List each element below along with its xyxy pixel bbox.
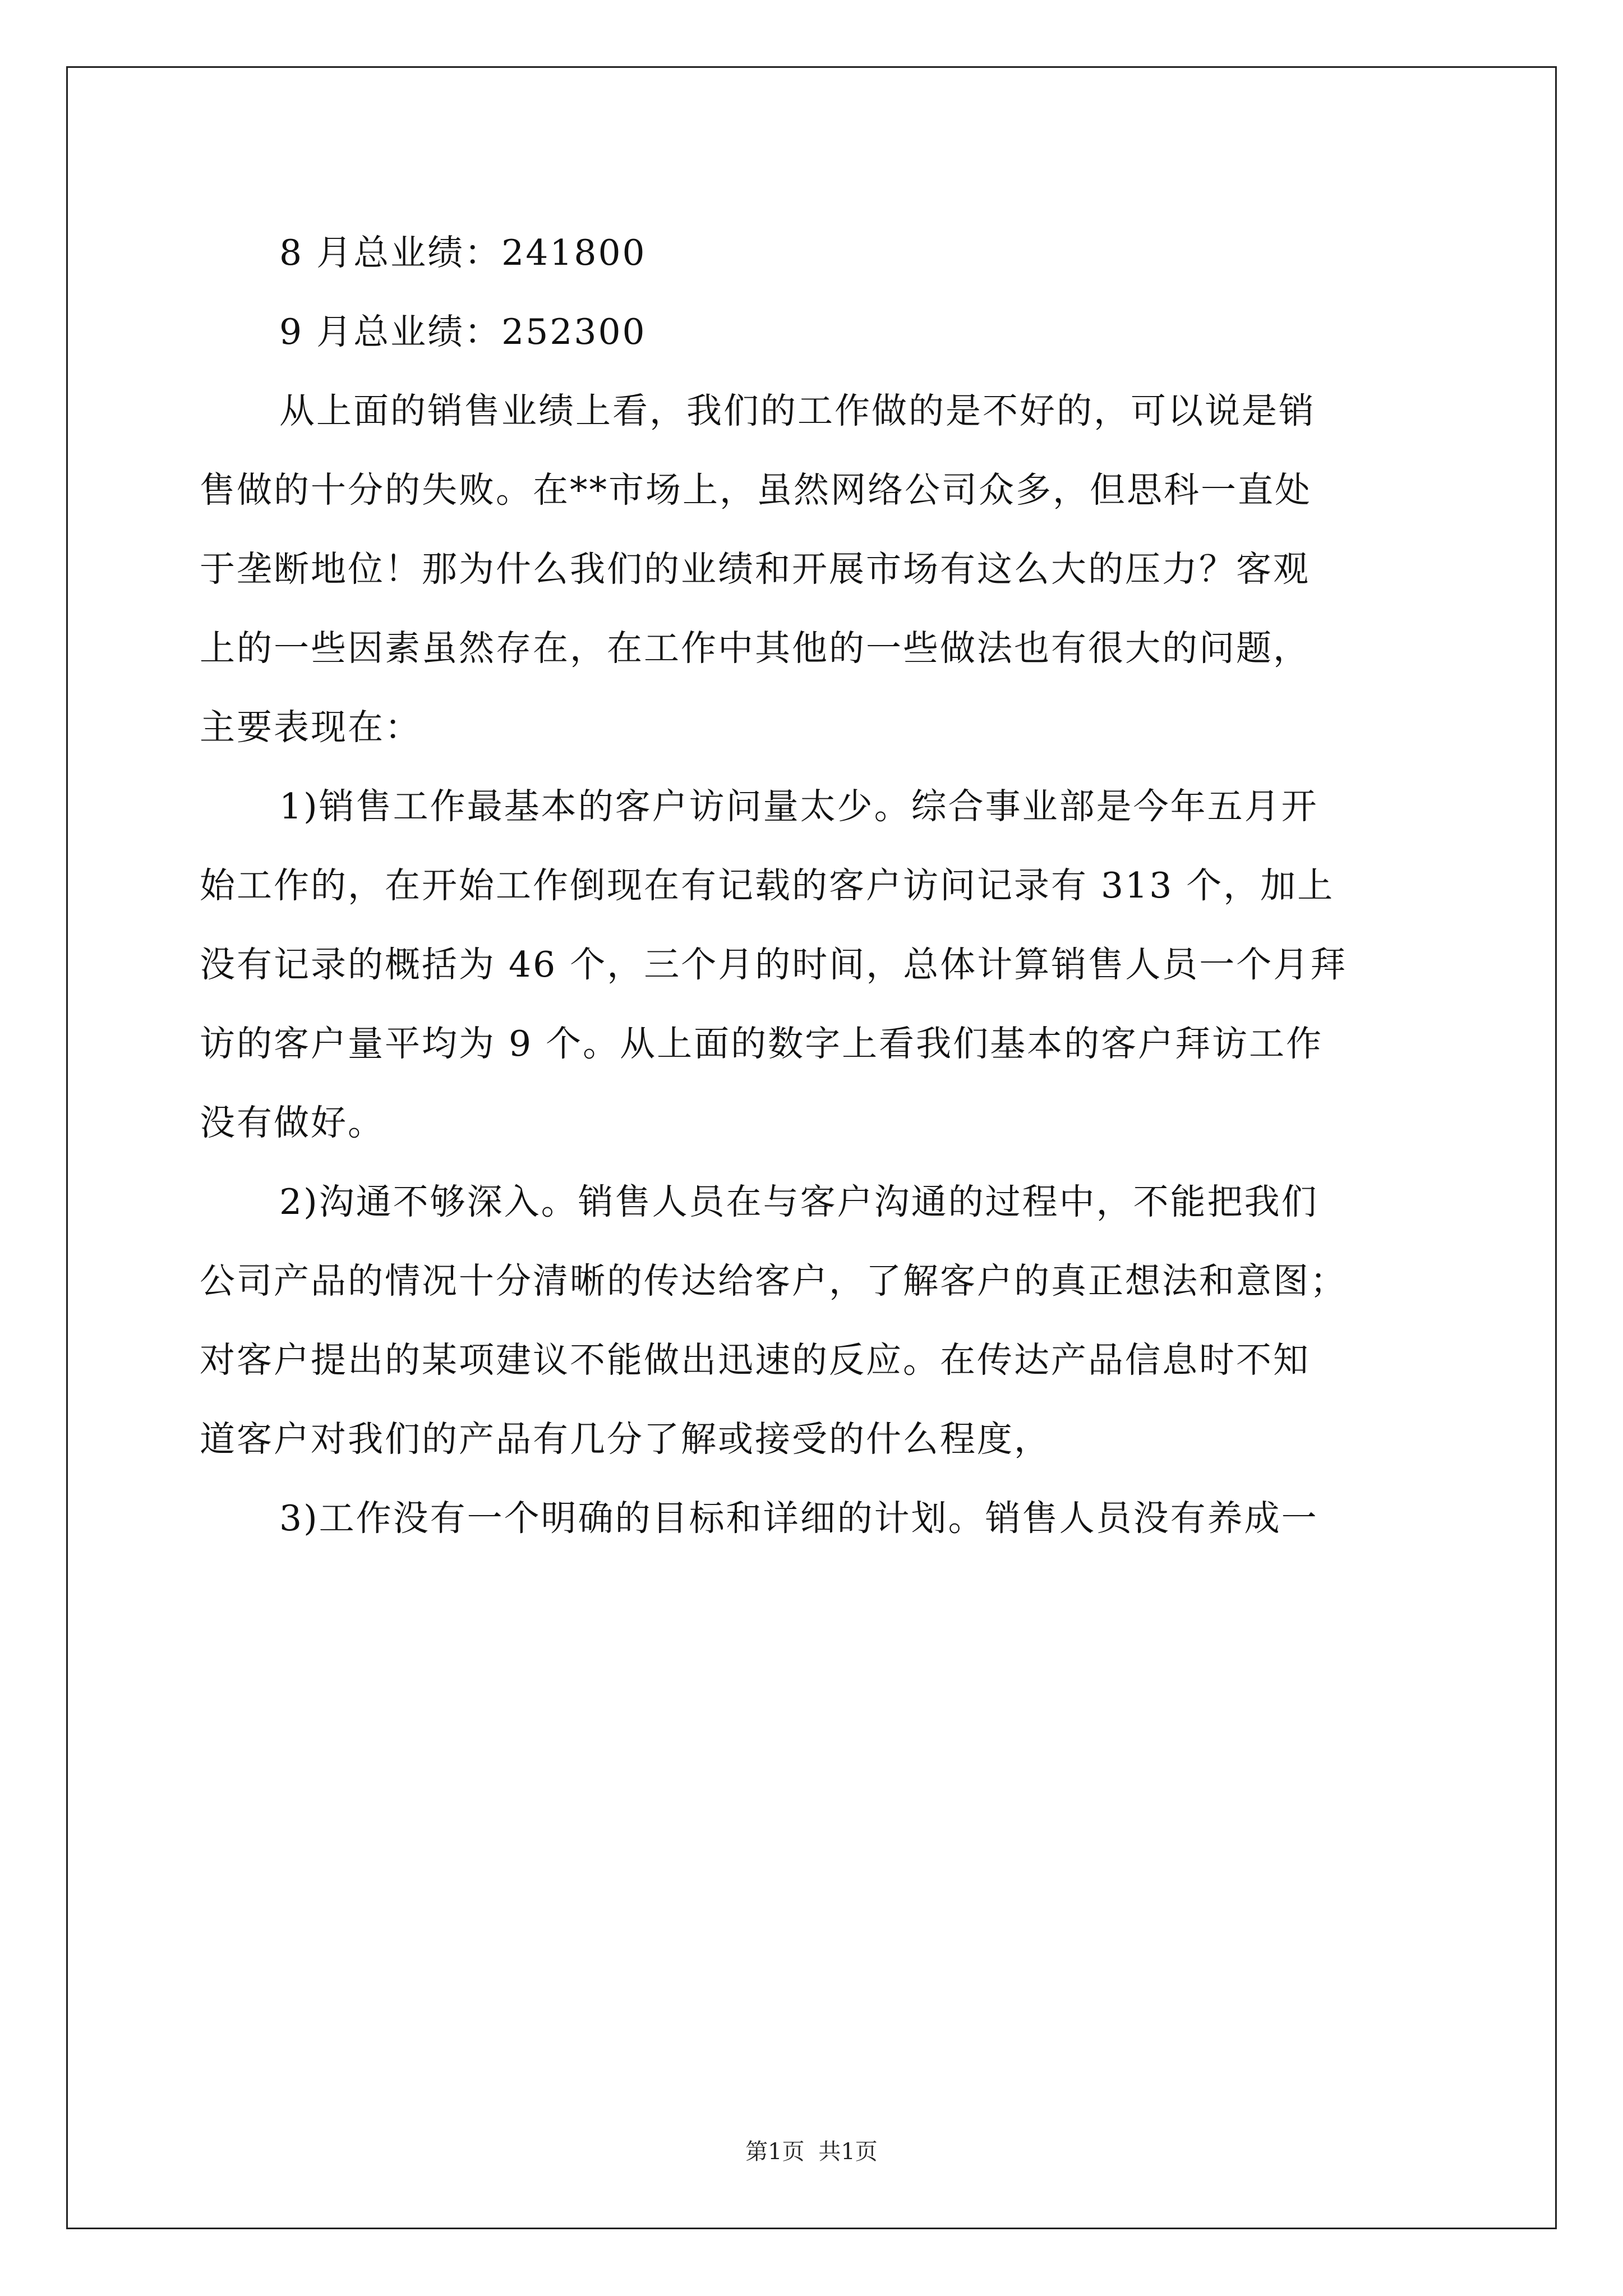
- text-line: 9 月总业绩：252300: [279, 311, 647, 352]
- text-line: 访的客户量平均为 9 个。从上面的数字上看我们基本的客户拜访工作: [200, 1023, 1324, 1064]
- text-line: 没有记录的概括为 46 个，三个月的时间，总体计算销售人员一个月拜: [200, 944, 1348, 985]
- text-line: 公司产品的情况十分清晰的传达给客户，了解客户的真正想法和意图；: [200, 1260, 1347, 1301]
- text-line: 8 月总业绩：241800: [279, 232, 647, 273]
- text-line: 道客户对我们的产品有几分了解或接受的什么程度，: [200, 1419, 1051, 1460]
- document-body: [200, 213, 1433, 1558]
- text-line: 从上面的销售业绩上看，我们的工作做的是不好的，可以说是销: [279, 390, 1316, 431]
- text-line: 没有做好。: [200, 1102, 385, 1143]
- text-line: 售做的十分的失败。在**市场上，虽然网络公司众多，但思科一直处: [200, 470, 1312, 510]
- text-line: 3)工作没有一个明确的目标和详细的计划。销售人员没有养成一: [279, 1498, 1318, 1539]
- text-line: 对客户提出的某项建议不能做出迅速的反应。在传达产品信息时不知: [200, 1340, 1310, 1381]
- text-line: 主要表现在：: [200, 707, 422, 748]
- page-number-footer: 第1页 共1页: [745, 2139, 878, 2165]
- text-line: 上的一些因素虽然存在，在工作中其他的一些做法也有很大的问题，: [200, 628, 1310, 669]
- text-line: 始工作的，在开始工作倒现在有记载的客户访问记录有 313 个，加上: [200, 865, 1335, 906]
- text-line: 于垄断地位！那为什么我们的业绩和开展市场有这么大的压力？客观: [200, 549, 1310, 590]
- text-line: 1)销售工作最基本的客户访问量太少。综合事业部是今年五月开: [279, 786, 1318, 827]
- text-line: 2)沟通不够深入。销售人员在与客户沟通的过程中，不能把我们: [279, 1181, 1318, 1222]
